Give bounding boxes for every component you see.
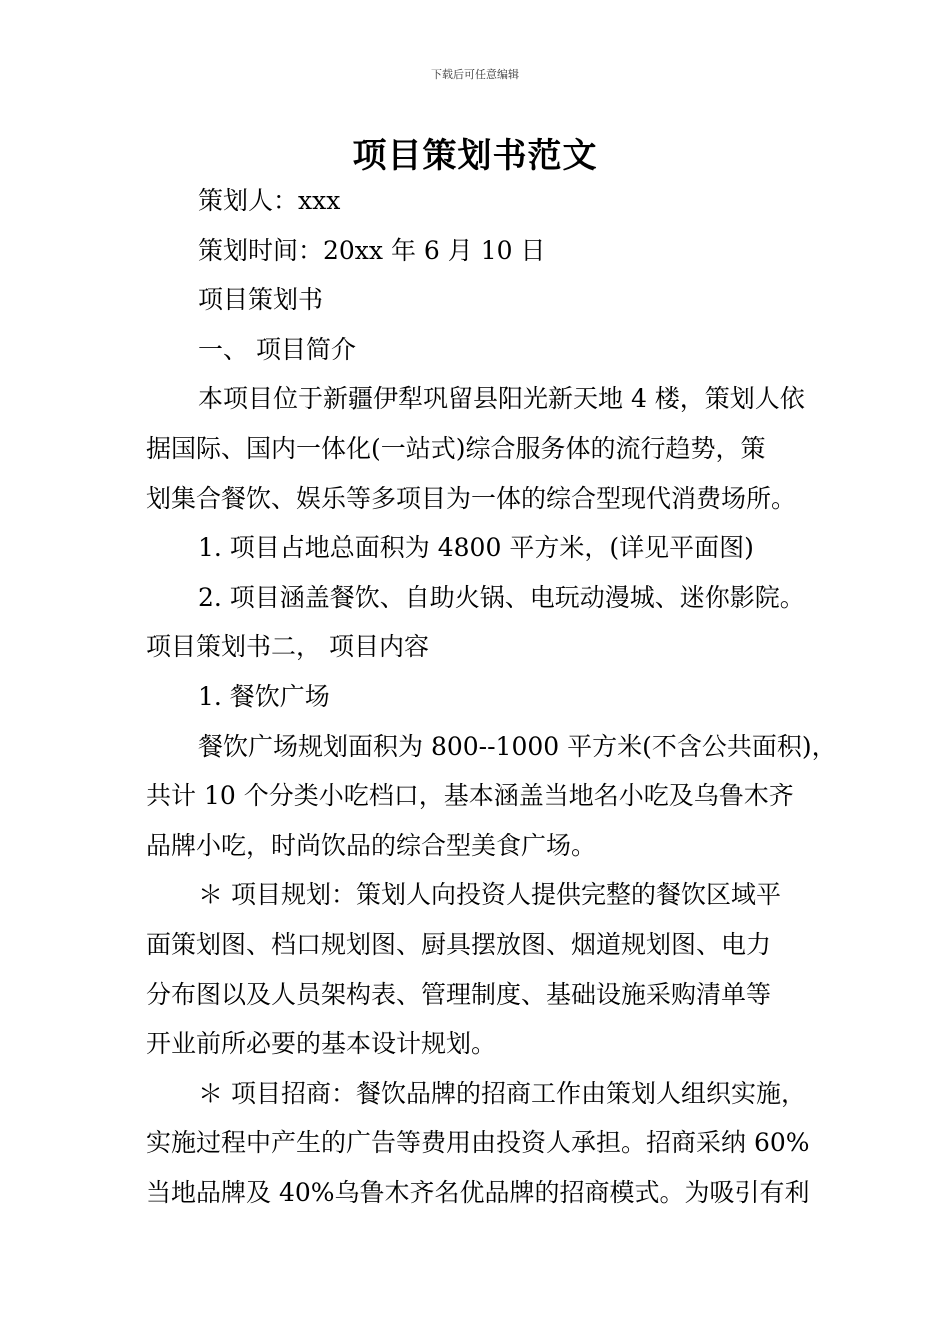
paragraph-line: 开业前所必要的基本设计规划。 bbox=[146, 1029, 497, 1059]
paragraph-line: 面策划图、档口规划图、厨具摆放图、烟道规划图、电力 bbox=[146, 929, 772, 959]
section-heading: 一、 项目简介 bbox=[198, 334, 356, 364]
list-item: 1. 项目占地总面积为 4800 平方米，(详见平面图) bbox=[198, 533, 754, 563]
page-header: 下载后可任意编辑 bbox=[431, 68, 519, 81]
paragraph-line: 分布图以及人员架构表、管理制度、基础设施采购清单等 bbox=[146, 979, 772, 1009]
paragraph-line: 实施过程中产生的广告等费用由投资人承担。招商采纳 60% bbox=[146, 1128, 810, 1158]
paragraph-line: 当地品牌及 40%乌鲁木齐名优品牌的招商模式。为吸引有利 bbox=[146, 1177, 810, 1207]
paragraph-line: 据国际、国内一体化(一站式)综合服务体的流行趋势，策 bbox=[146, 433, 766, 463]
section-heading: 项目策划书 bbox=[198, 285, 324, 315]
plan-date-line: 策划时间：20xx 年 6 月 10 日 bbox=[198, 235, 546, 265]
section-heading: 项目策划书二， 项目内容 bbox=[146, 632, 429, 662]
document-title: 项目策划书范文 bbox=[352, 136, 598, 176]
paragraph-line: 划集合餐饮、娱乐等多项目为一体的综合型现代消费场所。 bbox=[146, 483, 797, 513]
paragraph-line: 餐饮广场规划面积为 800--1000 平方米(不含公共面积)， bbox=[198, 731, 837, 761]
list-item: 1. 餐饮广场 bbox=[198, 681, 330, 711]
paragraph-line: 本项目位于新疆伊犁巩留县阳光新天地 4 楼，策划人依 bbox=[198, 384, 805, 414]
paragraph-line: 共计 10 个分类小吃档口，基本涵盖当地名小吃及乌鲁木齐 bbox=[146, 781, 794, 811]
planner-line: 策划人：xxx bbox=[198, 186, 341, 215]
paragraph-line: 品牌小吃，时尚饮品的综合型美食广场。 bbox=[146, 830, 597, 860]
paragraph-line: ＊ 项目招商：餐饮品牌的招商工作由策划人组织实施， bbox=[198, 1078, 806, 1108]
paragraph-line: ＊ 项目规划：策划人向投资人提供完整的餐饮区域平 bbox=[198, 880, 781, 910]
list-item: 2. 项目涵盖餐饮、自助火锅、电玩动漫城、迷你影院。 bbox=[198, 582, 805, 612]
document-body bbox=[146, 176, 836, 1217]
